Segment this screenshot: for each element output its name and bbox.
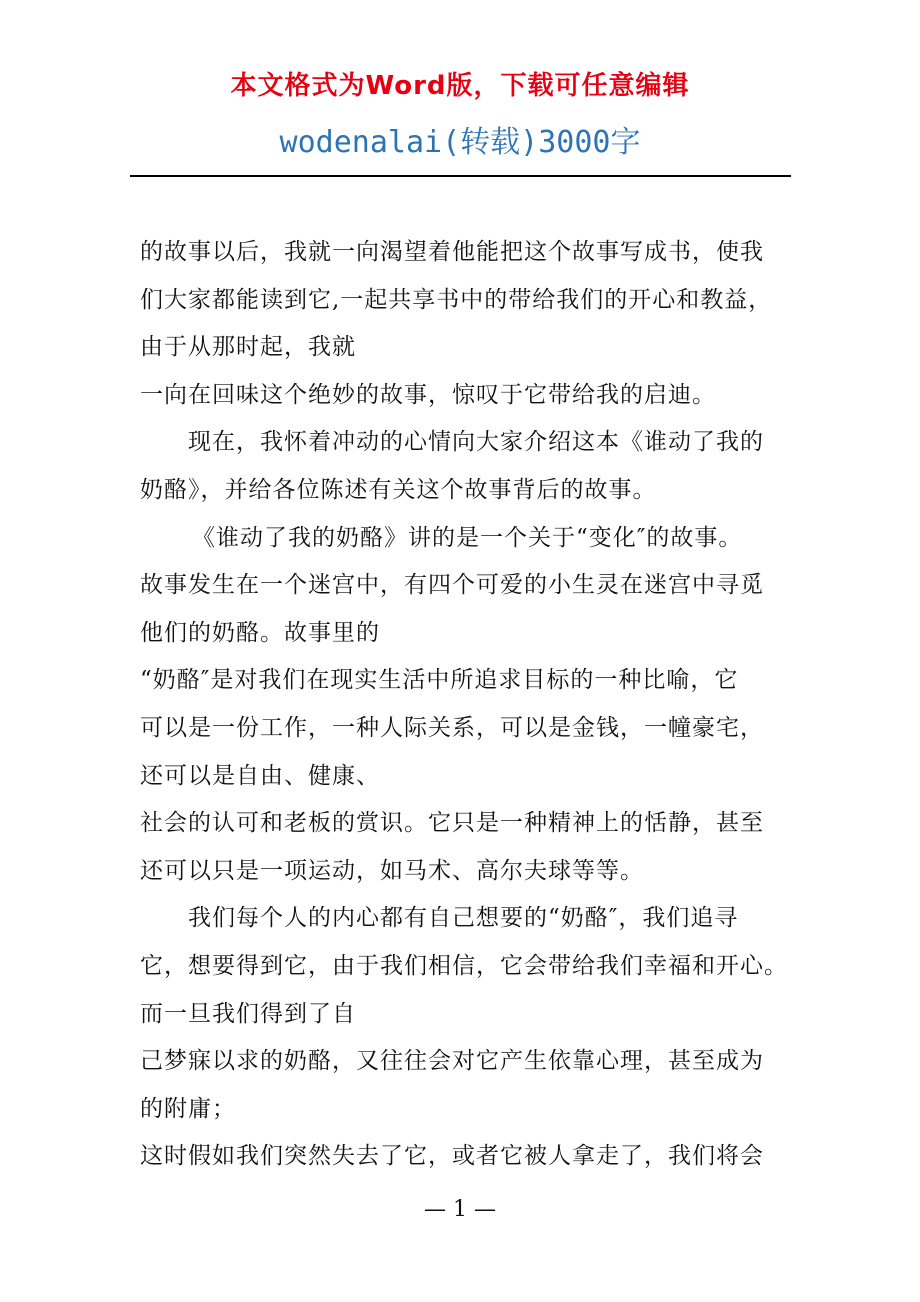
body-line: 还可以只是一项运动，如马术、高尔夫球等等。 [140, 857, 644, 884]
body-line: 奶酪》，并给各位陈述有关这个故事背后的故事。 [140, 476, 657, 503]
body-line: 故事发生在一个迷宫中，有四个可爱的小生灵在迷宫中寻觅 [140, 572, 764, 599]
body-line: 他们的奶酪。故事里的 [140, 619, 380, 646]
body-line: 由于从那时起，我就 [140, 334, 356, 361]
body-line: 可以是一份工作，一种人际关系，可以是金钱，一幢豪宅， [140, 714, 764, 741]
document-title: wodenalai(转载)3000字 [279, 125, 641, 160]
header-divider [130, 175, 791, 177]
body-line: 它，想要得到它，由于我们相信，它会带给我们幸福和开心。 [140, 952, 788, 979]
body-line: 社会的认可和老板的赏识。它只是一种精神上的恬静，甚至 [140, 810, 764, 837]
body-line: 己梦寐以求的奶酪，又往往会对它产生依靠心理，甚至成为 [140, 1048, 764, 1075]
body-line: 一向在回味这个绝妙的故事，惊叹于它带给我的启迪。 [140, 381, 716, 408]
body-line: 们大家都能读到它,一起共享书中的带给我们的开心和教益， [140, 286, 773, 313]
body-line: 而一旦我们得到了自 [140, 1000, 356, 1027]
body-line: 我们每个人的内心都有自己想要的“奶酪″，我们追寻 [188, 905, 739, 932]
body-line: 的故事以后，我就一向渴望着他能把这个故事写成书，使我 [140, 239, 764, 265]
document-body [140, 229, 790, 1181]
format-notice: 本文格式为Word版，下载可任意编辑 [230, 71, 690, 101]
body-line: 还可以是自由、健康、 [140, 762, 380, 789]
body-line: 现在，我怀着冲动的心情向大家介绍这本《谁动了我的 [188, 429, 764, 456]
page-number: — 1 — [424, 1197, 496, 1222]
body-line: 的附庸； [140, 1095, 236, 1122]
body-line: 《谁动了我的奶酪》讲的是一个关于“变化″的故事。 [192, 524, 743, 551]
body-line: 这时假如我们突然失去了它，或者它被人拿走了，我们将会 [140, 1143, 764, 1170]
body-line: “奶酪″是对我们在现实生活中所追求目标的一种比喻，它 [140, 667, 739, 694]
